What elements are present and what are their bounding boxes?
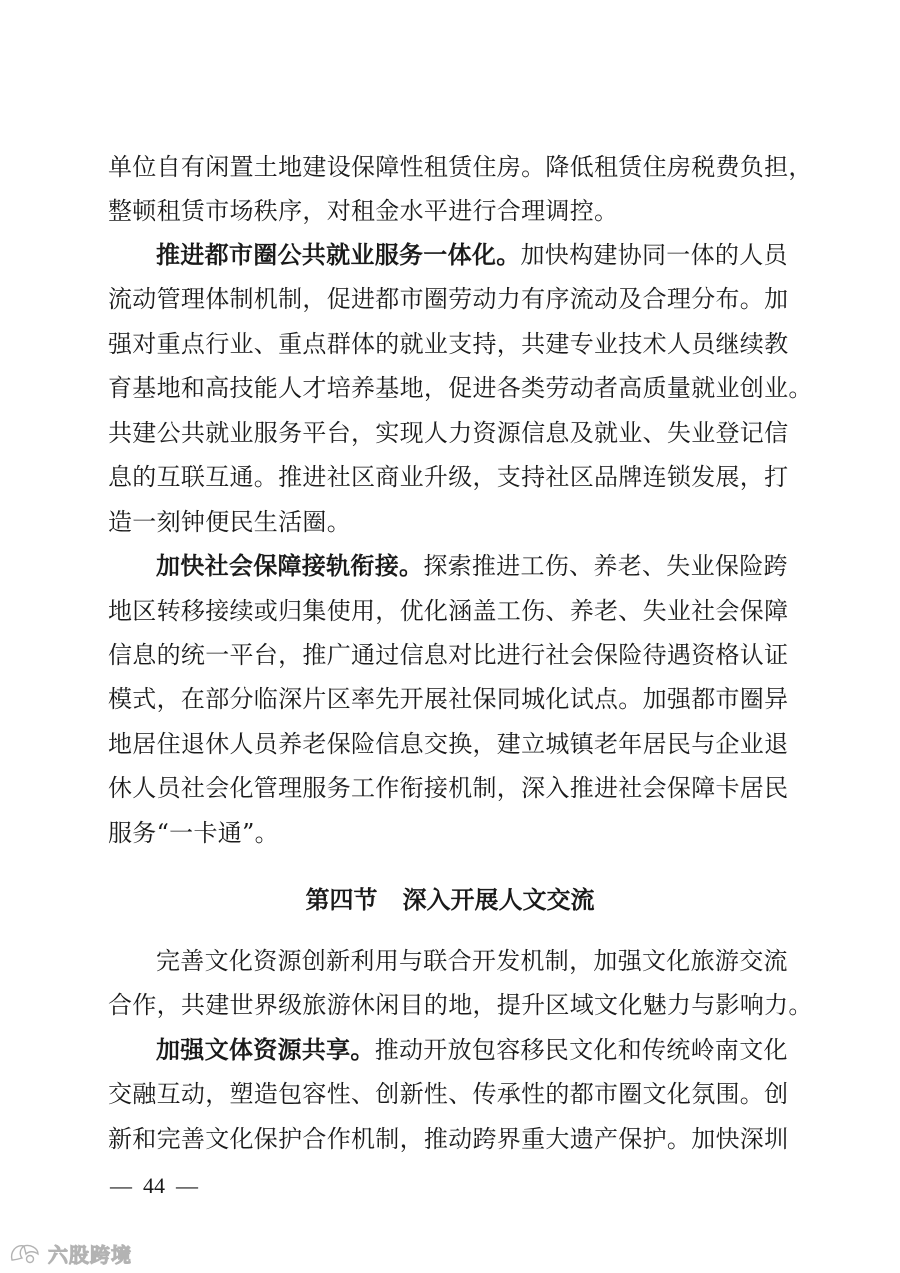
page-number-value: 44: [143, 1173, 165, 1198]
bold-lead-culture-sharing: 加强文体资源共享。: [156, 1035, 375, 1064]
text-line: 息的互联互通。推进社区商业升级，支持社区品牌连锁发展，打: [108, 463, 789, 491]
paragraph-start-employment: [156, 240, 808, 270]
text-line: 合作，共建世界级旅游休闲目的地，提升区域文化魅力与影响力。: [108, 991, 813, 1019]
text-line: 休人员社会化管理服务工作衔接机制，深入推进社会保障卡居民: [108, 774, 789, 802]
text-line: 地居住退休人员养老保险信息交换，建立城镇老年居民与企业退: [108, 730, 789, 758]
paragraph-start-social-security: [156, 551, 808, 581]
text-line: 信息的统一平台，推广通过信息对比进行社会保险待遇资格认证: [108, 641, 789, 669]
paragraph-text: 推动开放包容移民文化和传统岭南文化: [374, 1036, 788, 1064]
bold-lead-employment: 推进都市圈公共就业服务一体化。: [156, 240, 521, 269]
text-line: 地区转移接续或归集使用，优化涵盖工伤、养老、失业社会保障: [108, 597, 789, 625]
section-heading-label: 第四节: [305, 885, 378, 914]
brand-logo-icon: [8, 1240, 42, 1266]
text-line: 服务“一卡通”。: [108, 819, 279, 847]
page-number: — 44 —: [110, 1173, 198, 1198]
text-line: 交融互动，塑造包容性、创新性、传承性的都市圈文化氛围。创: [108, 1080, 789, 1108]
watermark-text: 六股跨境: [48, 1242, 132, 1267]
text-line: 新和完善文化保护合作机制，推动跨界重大遗产保护。加快深圳: [108, 1125, 789, 1153]
paragraph-start-culture: 完善文化资源创新利用与联合开发机制，加强文化旅游交流: [156, 947, 788, 975]
paragraph-text: 加快构建协同一体的人员: [520, 241, 788, 269]
paragraph-start-culture-sharing: [156, 1035, 808, 1065]
text-line: 强对重点行业、重点群体的就业支持，共建专业技术人员继续教: [108, 330, 789, 358]
text-line: 整顿租赁市场秩序，对租金水平进行合理调控。: [108, 197, 619, 225]
section-heading: [0, 885, 900, 915]
watermark: [8, 1238, 132, 1268]
text-line: 流动管理体制机制，促进都市圈劳动力有序流动及合理分布。加: [108, 285, 789, 313]
text-line: 单位自有闲置土地建设保障性租赁住房。降低租赁住房税费负担，: [108, 153, 813, 181]
text-line: 育基地和高技能人才培养基地，促进各类劳动者高质量就业创业。: [108, 374, 813, 402]
text-line: 模式，在部分临深片区率先开展社保同城化试点。加强都市圈异: [108, 685, 789, 713]
bold-lead-social-security: 加快社会保障接轨衔接。: [156, 551, 424, 580]
section-heading-title: 深入开展人文交流: [402, 885, 595, 914]
text-line: 共建公共就业服务平台，实现人力资源信息及就业、失业登记信: [108, 419, 789, 447]
paragraph-text: 探索推进工伤、养老、失业保险跨: [423, 552, 788, 580]
text-line: 造一刻钟便民生活圈。: [108, 508, 351, 536]
